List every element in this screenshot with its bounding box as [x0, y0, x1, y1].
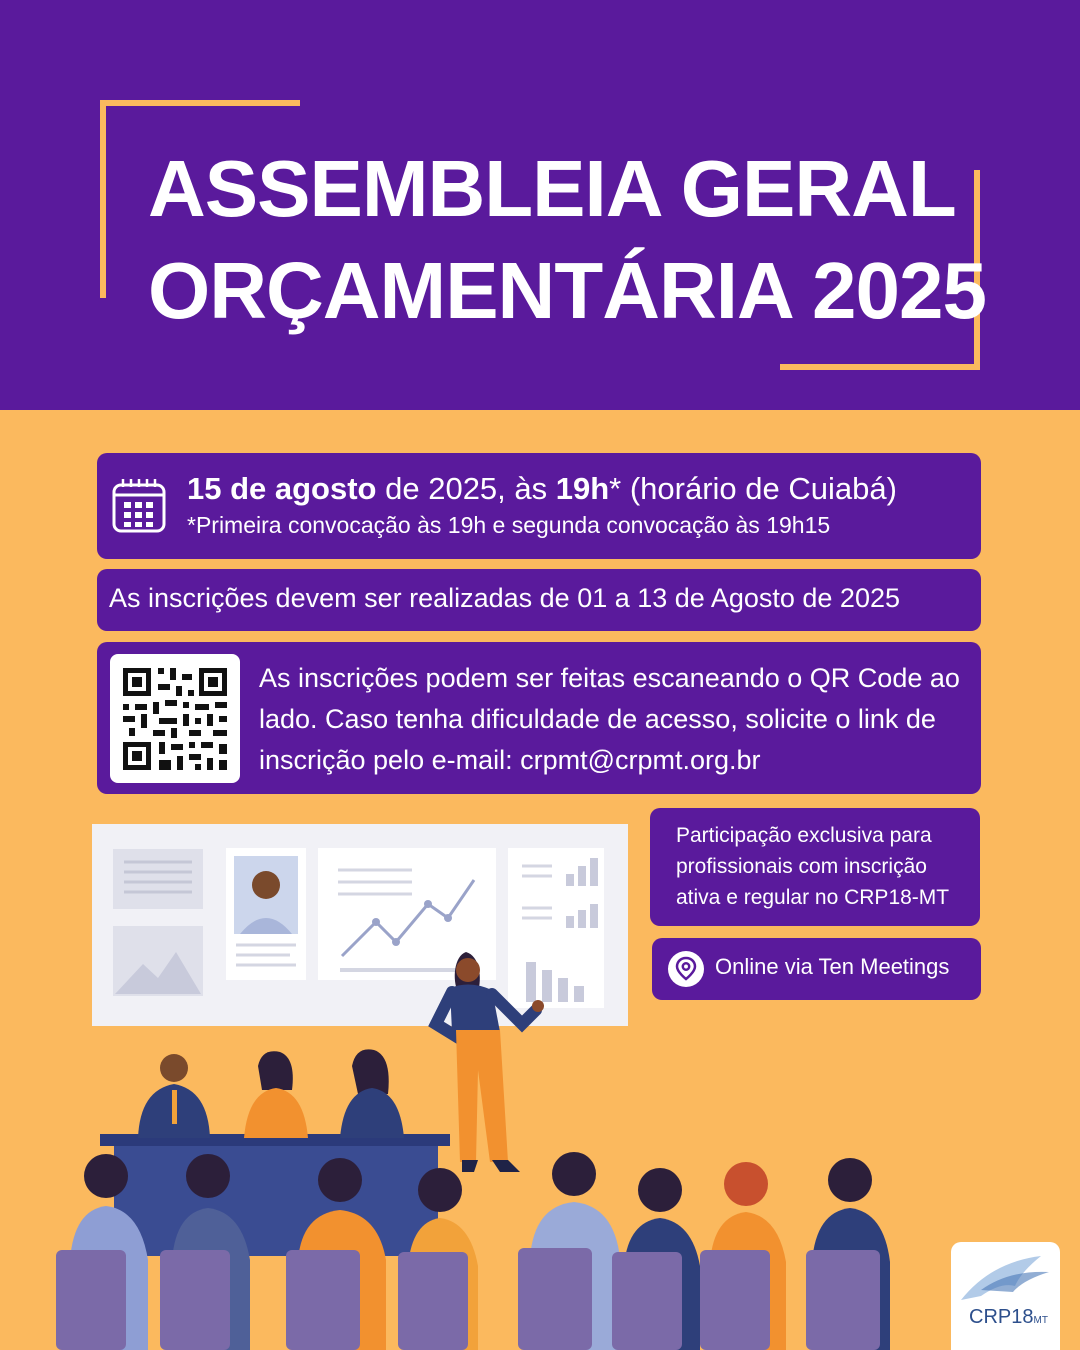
page-title — [148, 138, 986, 342]
time-bold: 19h — [555, 471, 610, 506]
registration-period: As inscrições devem ser realizadas de 01 a 13 de Agosto de 2025 — [109, 583, 900, 613]
date-card — [97, 453, 981, 559]
location-text: Online via Ten Meetings — [715, 954, 950, 979]
convocation-note: *Primeira convocação às 19h e segunda convocação às 19h15 — [187, 512, 831, 538]
logo-main: CRP18 — [969, 1306, 1034, 1328]
bird-logo-icon — [951, 1242, 1060, 1312]
qr-card — [97, 642, 981, 794]
logo-suffix: MT — [1033, 1315, 1048, 1326]
qr-instructions: As inscrições podem ser feitas escaneando o QR Code ao lado. Caso tenha dificuldade de acesso, solicite o link de inscrição pelo e-mail: crpmt@crpmt.org.br — [259, 663, 960, 775]
event-date — [187, 471, 897, 507]
calendar-icon — [111, 477, 167, 535]
title-line-1: ASSEMBLEIA GERAL — [148, 144, 956, 233]
date-rest: de 2025, às — [376, 471, 556, 506]
date-bold: 15 de agosto — [187, 471, 377, 506]
registration-period-card — [97, 569, 981, 631]
logo-text — [969, 1306, 1048, 1329]
presentation-illustration — [0, 800, 1080, 1350]
header-banner — [0, 0, 1080, 410]
crp-logo — [951, 1242, 1060, 1350]
participation-text: Participação exclusiva para profissionais com inscrição ativa e regular no CRP18-MT — [676, 824, 950, 909]
qr-code[interactable] — [110, 654, 240, 783]
time-rest: * (horário de Cuiabá) — [609, 471, 897, 506]
title-line-2: ORÇAMENTÁRIA 2025 — [148, 246, 986, 335]
